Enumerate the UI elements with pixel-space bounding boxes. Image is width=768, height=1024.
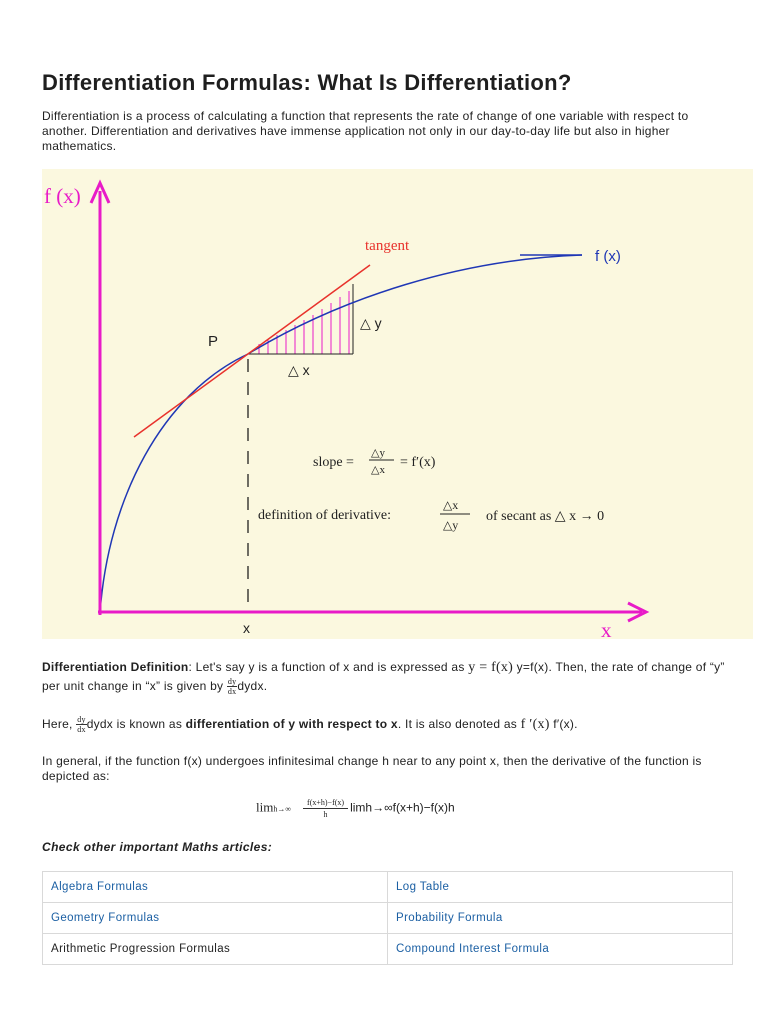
derivative-definition [258,498,604,532]
slope-denominator: △x [371,464,385,476]
here-fraction-numerator: dy [77,715,86,725]
dy-dx-fraction [227,677,238,696]
here-text-1: Here, [42,717,77,731]
here-dy-dx-fraction [76,715,87,734]
derivative-figure [42,169,753,639]
tangent-line [134,265,370,437]
here-text-4: f′(x). [549,717,578,731]
slope-suffix: = f′(x) [400,455,436,470]
limit-denominator: h [323,810,328,819]
slope-numerator: △y [371,447,385,459]
x-point-label: x [243,620,250,636]
here-fraction-denominator: dx [77,725,86,735]
point-p-label: P [208,333,219,350]
table-cell [388,872,733,903]
delta-y-label: △ y [360,315,382,331]
tangent-label: tangent [365,238,410,254]
limit-formula [256,797,455,820]
definition-suffix: of secant as △ x → 0 [486,509,605,524]
articles-table [42,871,733,965]
definition-label: Differentiation Definition [42,660,189,674]
secant-hatching [259,291,349,354]
algebra-formulas-link[interactable]: Algebra Formulas [51,881,149,893]
table-cell [43,872,388,903]
definition-math: y = f(x) [468,660,514,675]
compound-interest-link[interactable]: Compound Interest Formula [396,943,550,955]
limit-fraction [303,797,348,820]
definition-text-2: y=f(x). Then, the rate of change of “y” per unit change in “x” is given by [42,660,725,693]
page-title: Differentiation Formulas: What Is Differentiation? [42,70,572,95]
x-axis-label: x [601,618,612,639]
general-paragraph: In general, if the function f(x) undergoes infinitesimal change h near to any point x, then the derivative of the function is depicted as: [42,754,702,783]
table-cell [43,934,388,965]
limit-numerator: f(x+h)−f(x) [303,797,348,809]
table-row [43,903,733,934]
table-cell [388,903,733,934]
table-cell [43,903,388,934]
y-axis-label: f (x) [44,184,81,208]
intro-paragraph: Differentiation is a process of calculating a function that represents the rate of change of one variable with respect to another. Differentiation and derivatives have immense application not only in our day-to-day life but also in higher mathematics. [42,109,689,153]
definition-denominator: △y [443,518,459,532]
table-cell [388,934,733,965]
limit-plain-text: limh→∞f(x+h)−f(x)h [350,800,455,815]
arithmetic-progression-text: Arithmetic Progression Formulas [51,943,231,955]
fraction-denominator: dx [227,687,237,697]
definition-numerator: △x [443,498,459,512]
articles-heading: Check other important Maths articles: [42,840,273,854]
log-table-link[interactable]: Log Table [396,881,450,893]
definition-text-1: : Let's say y is a function of x and is expressed as [188,660,469,674]
function-curve [100,255,582,613]
limit-subscript: h→∞ [273,804,292,814]
here-text-2: dydx is known as [86,717,186,731]
probability-formula-link[interactable]: Probability Formula [396,912,503,924]
derivative-diagram [42,169,753,639]
definition-prefix: definition of derivative: [258,508,391,523]
slope-prefix: slope = [313,455,354,470]
here-bold-text: differentiation of y with respect to x [185,717,398,731]
table-row [43,872,733,903]
f-prime-math: f ′(x) [520,717,550,732]
definition-paragraph [42,658,732,696]
delta-x-label: △ x [288,362,310,378]
limit-symbol: lim [256,799,274,815]
here-text-3: . It is also denoted as [397,717,521,731]
definition-text-3: dydx. [237,679,268,693]
curve-label: f (x) [595,248,621,265]
table-row [43,934,733,965]
here-paragraph [42,715,732,734]
geometry-formulas-link[interactable]: Geometry Formulas [51,912,160,924]
slope-formula [313,447,436,476]
fraction-numerator: dy [227,677,237,687]
articles-table-body [43,872,733,965]
